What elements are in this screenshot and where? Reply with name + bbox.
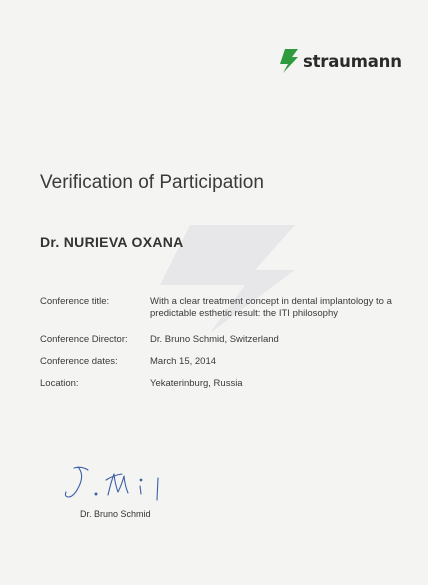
handwritten-signature — [62, 462, 172, 502]
detail-value: March 15, 2014 — [150, 356, 217, 367]
detail-label: Conference dates: — [40, 356, 118, 367]
detail-label: Location: — [40, 378, 79, 389]
straumann-logo — [279, 48, 402, 74]
detail-value: Yekaterinburg, Russia — [150, 378, 243, 389]
detail-label: Conference Director: — [40, 334, 128, 345]
recipient-name: Dr. NURIEVA OXANA — [40, 234, 184, 250]
straumann-logo-icon — [279, 48, 299, 74]
detail-label: Conference title: — [40, 296, 110, 307]
brand-name: straumann — [303, 51, 402, 71]
signatory-name: Dr. Bruno Schmid — [80, 509, 151, 519]
certificate-title: Verification of Participation — [40, 172, 264, 193]
detail-value: Dr. Bruno Schmid, Switzerland — [150, 334, 279, 345]
detail-value: With a clear treatment concept in dental implantology to a predictable esthetic result: the ITI philosophy — [150, 296, 392, 319]
